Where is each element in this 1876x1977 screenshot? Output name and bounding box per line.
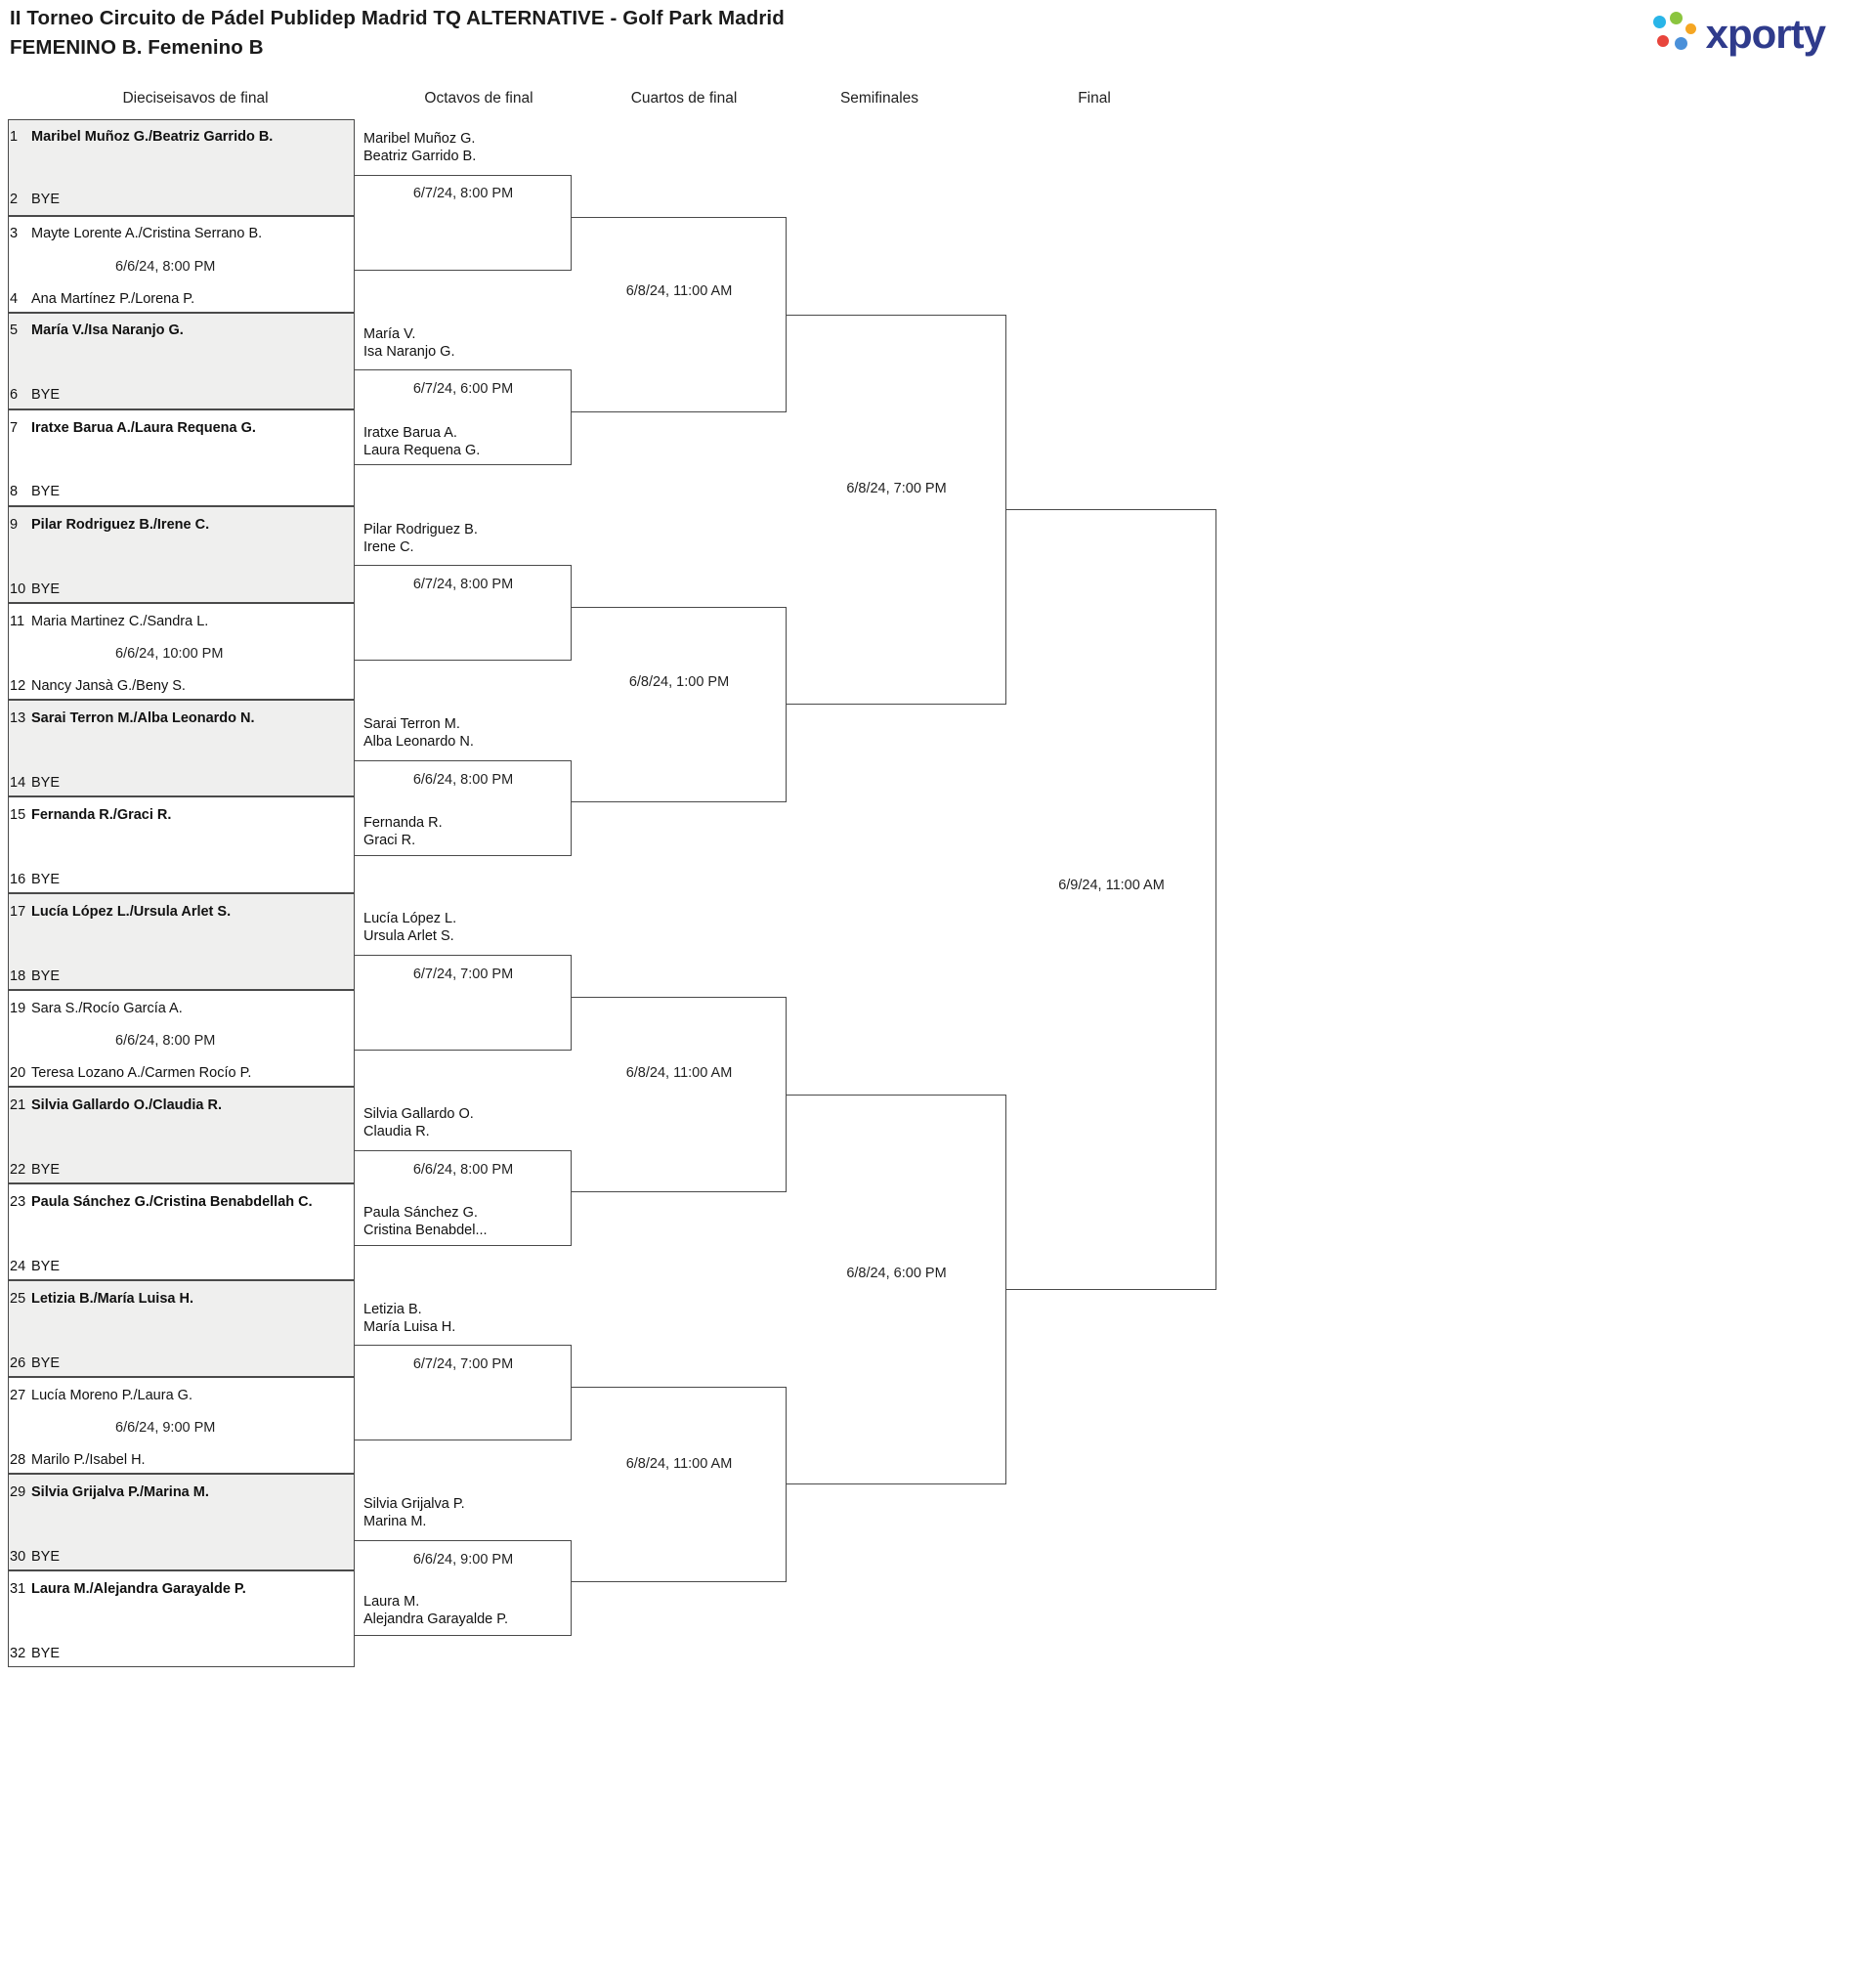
- r2-date-2: 6/7/24, 6:00 PM: [412, 381, 514, 397]
- r1-slot-2: 2 BYE: [10, 192, 61, 207]
- r1-slot-31: 31 Laura M./Alejandra Garayalde P.: [10, 1581, 246, 1597]
- r4-date-1: 6/8/24, 7:00 PM: [846, 481, 947, 496]
- r3-date-2: 6/8/24, 1:00 PM: [628, 674, 730, 690]
- r1-slot-8: 8 BYE: [10, 484, 61, 499]
- r2-entry-10: Letizia B. María Luisa H.: [363, 1302, 456, 1335]
- r1-slot-4: 4 Ana Martínez P./Lorena P.: [10, 291, 195, 307]
- r1-slot-1: 1 Maribel Muñoz G./Beatriz Garrido B.: [10, 129, 274, 145]
- r1-slot-11: 11 Maria Martinez C./Sandra L.: [10, 614, 209, 629]
- r1-slot-6: 6 BYE: [10, 387, 61, 403]
- r2-date-3: 6/7/24, 8:00 PM: [412, 577, 514, 592]
- r3-connector-3: [572, 997, 787, 1192]
- r1-match-10-date: 6/6/24, 8:00 PM: [115, 1033, 216, 1049]
- r1-slot-26: 26 BYE: [10, 1355, 61, 1371]
- r2-date-7: 6/7/24, 7:00 PM: [412, 1356, 514, 1372]
- r3-date-1: 6/8/24, 11:00 AM: [625, 283, 733, 299]
- r3-date-4: 6/8/24, 11:00 AM: [625, 1456, 733, 1472]
- tournament-title-line2: FEMENINO B. Femenino B: [10, 36, 264, 59]
- r2-entry-4: Pilar Rodriguez B. Irene C.: [363, 522, 478, 555]
- r1-slot-14: 14 BYE: [10, 775, 61, 791]
- r1-slot-7: 7 Iratxe Barua A./Laura Requena G.: [10, 420, 256, 436]
- r1-slot-19: 19 Sara S./Rocío García A.: [10, 1001, 183, 1016]
- r1-slot-28: 28 Marilo P./Isabel H.: [10, 1452, 146, 1468]
- r2-entry-9: Paula Sánchez G. Cristina Benabdel...: [363, 1205, 488, 1238]
- r2-entry-11: Silvia Grijalva P. Marina M.: [363, 1496, 465, 1529]
- r2-entry-2: María V. Isa Naranjo G.: [363, 326, 455, 360]
- r2-entry-8: Silvia Gallardo O. Claudia R.: [363, 1106, 474, 1139]
- xporty-logo: [1653, 12, 1825, 57]
- r2-entry-7: Lucía López L. Ursula Arlet S.: [363, 911, 457, 944]
- r3-connector-1: [572, 217, 787, 412]
- round-header-r8: Octavos de final: [424, 90, 533, 107]
- tournament-title-line1: II Torneo Circuito de Pádel Publidep Madrid TQ ALTERNATIVE - Golf Park Madrid: [10, 7, 785, 29]
- r1-slot-27: 27 Lucía Moreno P./Laura G.: [10, 1388, 192, 1403]
- r1-slot-9: 9 Pilar Rodriguez B./Irene C.: [10, 517, 210, 533]
- r1-slot-24: 24 BYE: [10, 1259, 61, 1274]
- r2-date-6: 6/6/24, 8:00 PM: [412, 1162, 514, 1178]
- r1-slot-23: 23 Paula Sánchez G./Cristina Benabdellah C.: [10, 1194, 313, 1210]
- r1-match-6-date: 6/6/24, 10:00 PM: [115, 646, 224, 662]
- r1-slot-15: 15 Fernanda R./Graci R.: [10, 807, 172, 823]
- r1-slot-20: 20 Teresa Lozano A./Carmen Rocío P.: [10, 1065, 252, 1081]
- r1-slot-25: 25 Letizia B./María Luisa H.: [10, 1291, 193, 1307]
- r1-slot-18: 18 BYE: [10, 968, 61, 984]
- r3-date-3: 6/8/24, 11:00 AM: [625, 1065, 733, 1081]
- r2-date-1: 6/7/24, 8:00 PM: [412, 186, 514, 201]
- r2-date-5: 6/7/24, 7:00 PM: [412, 967, 514, 982]
- r2-entry-1: Maribel Muñoz G. Beatriz Garrido B.: [363, 131, 477, 164]
- round-header-final: Final: [1078, 90, 1111, 107]
- r4-connector-1: [787, 315, 1006, 705]
- r1-slot-21: 21 Silvia Gallardo O./Claudia R.: [10, 1097, 222, 1113]
- r4-date-2: 6/8/24, 6:00 PM: [846, 1266, 947, 1281]
- r2-entry-5: Sarai Terron M. Alba Leonardo N.: [363, 716, 474, 750]
- r1-match-14-date: 6/6/24, 9:00 PM: [115, 1420, 216, 1436]
- r1-slot-17: 17 Lucía López L./Ursula Arlet S.: [10, 904, 232, 920]
- r1-slot-3: 3 Mayte Lorente A./Cristina Serrano B.: [10, 226, 263, 241]
- r1-slot-12: 12 Nancy Jansà G./Beny S.: [10, 678, 186, 694]
- r1-slot-13: 13 Sarai Terron M./Alba Leonardo N.: [10, 710, 255, 726]
- r1-slot-22: 22 BYE: [10, 1162, 61, 1178]
- r1-slot-16: 16 BYE: [10, 872, 61, 887]
- r1-slot-10: 10 BYE: [10, 581, 61, 597]
- r1-match-2-date: 6/6/24, 8:00 PM: [115, 259, 216, 275]
- r2-date-4: 6/6/24, 8:00 PM: [412, 772, 514, 788]
- round-header-sf: Semifinales: [839, 90, 919, 107]
- r2-entry-6: Fernanda R. Graci R.: [363, 815, 443, 848]
- final-date: 6/9/24, 11:00 AM: [1058, 878, 1165, 893]
- round-header-qf: Cuartos de final: [630, 90, 738, 107]
- r1-slot-30: 30 BYE: [10, 1549, 61, 1565]
- r4-connector-2: [787, 1095, 1006, 1484]
- logo-dots-icon: [1653, 12, 1698, 57]
- final-connector: [1006, 509, 1216, 1290]
- round-header-r16: Dieciseisavos de final: [122, 90, 269, 107]
- r2-date-8: 6/6/24, 9:00 PM: [412, 1552, 514, 1568]
- r2-entry-12: Laura M. Alejandra Garayalde P.: [363, 1594, 509, 1627]
- logo-text: xporty: [1705, 11, 1825, 57]
- r3-connector-2: [572, 607, 787, 802]
- r1-slot-29: 29 Silvia Grijalva P./Marina M.: [10, 1484, 209, 1500]
- r2-entry-3: Iratxe Barua A. Laura Requena G.: [363, 425, 481, 458]
- r3-connector-4: [572, 1387, 787, 1582]
- r1-slot-32: 32 BYE: [10, 1646, 61, 1661]
- tournament-header: [10, 4, 1475, 63]
- r1-slot-5: 5 María V./Isa Naranjo G.: [10, 322, 184, 338]
